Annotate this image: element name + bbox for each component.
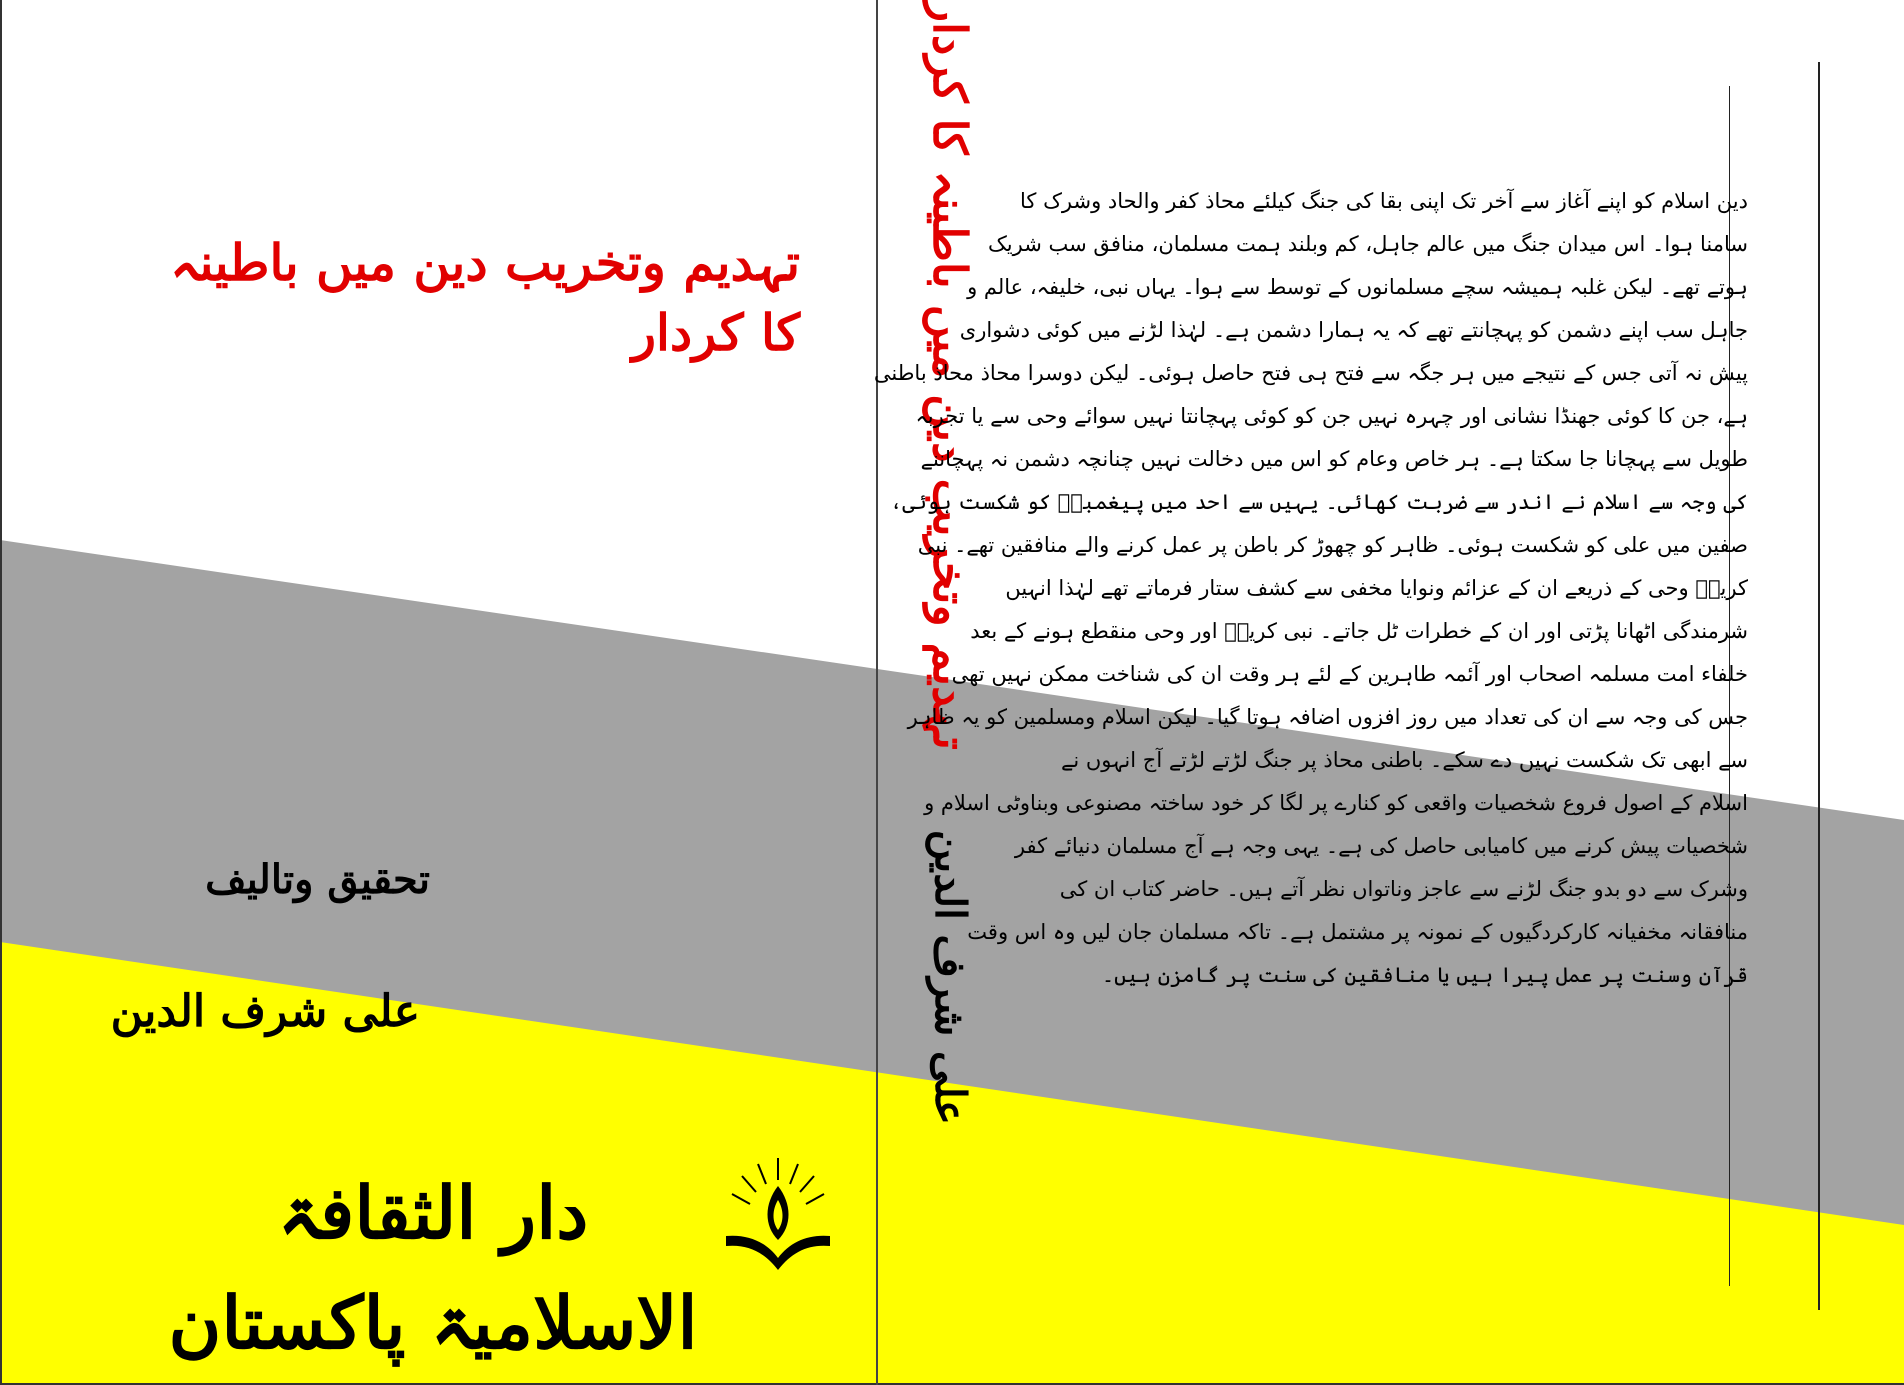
back-cover-text-line: صفین میں علی کو شکست ہوئی۔ ظاہر کو چھوڑ کر باطن پر عمل کرنے والے منافقین تھے۔ نبی bbox=[917, 533, 1748, 557]
back-cover-text-line: ہے، جن کا کوئی جھنڈا نشانی اور چہرہ نہیں جن کو کوئی پہچانتا نہیں سوائے وحی سے یا تجربہ bbox=[915, 404, 1748, 428]
book-flame-emblem-icon bbox=[718, 1150, 838, 1280]
publisher-name: دار الثقافۃ الاسلامیۃ پاکستان bbox=[168, 1170, 698, 1365]
back-cover-text-line: خلفاء امت مسلمہ اصحاب اور آئمہ طاہرین کے لئے ہر وقت ان کی شناخت ممکن نہیں تھی bbox=[951, 662, 1748, 686]
back-cover-text-line: دین اسلام کو اپنے آغاز سے آخر تک اپنی بقا کی جنگ کیلئے محاذ کفر والحاد وشرک کا bbox=[1020, 189, 1748, 213]
front-cover-byline-label: تحقیق وتالیف bbox=[205, 856, 430, 903]
back-cover-text-line: قرآن وسنت پر عمل پیرا ہیں یا منافقین کی سنت پر گامزن ہیں۔ bbox=[1101, 963, 1748, 987]
back-cover-text-line: وشرک سے دو بدو جنگ لڑنے سے عاجز وناتواں نظر آتے ہیں۔ حاضر کتاب ان کی bbox=[1059, 877, 1748, 901]
back-cover-text-line: طویل سے پہچانا جا سکتا ہے۔ ہر خاص وعام کو اس میں دخالت نہیں چنانچہ دشمن نہ پہچاننے bbox=[920, 447, 1748, 471]
spine-fold-line bbox=[876, 0, 878, 1385]
back-cover-text-line: جس کی وجہ سے ان کی تعداد میں روز افزوں اضافہ ہوتا گیا۔ لیکن اسلام ومسلمین کو یہ ظاہر bbox=[907, 705, 1748, 729]
back-cover-text-line: شخصیات پیش کرنے میں کامیابی حاصل کی ہے۔ یہی وجہ ہے آج مسلمان دنیائے کفر bbox=[1014, 834, 1748, 858]
back-cover-text-line: شرمندگی اٹھانا پڑتی اور ان کے خطرات ٹل جاتے۔ نبی کریمؐ اور وحی منقطع ہونے کے بعد bbox=[970, 619, 1748, 643]
spine-title: تہدیم وتخریب دین میں باطینہ کا کردار bbox=[923, 0, 977, 750]
back-cover-text-line: کی وجہ سے اسلام نے اندر سے ضربت کھائی۔ یہیں سے احد میں پیغمبرؐ کو شکست ہوئی، bbox=[890, 490, 1748, 514]
back-cover-text-line: جاہل سب اپنے دشمن کو پہچانتے تھے کہ یہ ہمارا دشمن ہے۔ لہٰذا لڑنے میں کوئی دشواری bbox=[959, 318, 1748, 342]
back-cover-text-line: منافقانہ مخفیانہ کارکردگیوں کے نمونہ پر مشتمل ہے۔ تاکہ مسلمان جان لیں وہ اس وقت bbox=[967, 920, 1748, 944]
back-cover-text-line: اسلام کے اصول فروع شخصیات واقعی کو کنارے پر لگا کر خود ساختہ مصنوعی وبناوٹی اسلام و bbox=[924, 791, 1748, 815]
back-cover-text-line: سامنا ہوا۔ اس میدان جنگ میں عالم جاہل، کم وبلند ہمت مسلمان، منافق سب شریک bbox=[988, 232, 1748, 256]
front-cover-author: علی شرف الدین bbox=[110, 986, 420, 1037]
back-cover-text-line: ہوتے تھے۔ لیکن غلبہ ہمیشہ سچے مسلمانوں کے توسط سے ہوا۔ یہاں نبی، خلیفہ، عالم و bbox=[967, 275, 1748, 299]
back-cover-text-line: کریمؐ وحی کے ذریعے ان کے عزائم ونوایا مخفی سے کشف ستار فرماتے تھے لہٰذا انہیں bbox=[1005, 576, 1748, 600]
front-cover-title: تہدیم وتخریب دین میں باطینہ کا کردار bbox=[170, 233, 800, 362]
back-cover-text-line: سے ابھی تک شکست نہیں دے سکے۔ باطنی محاذ پر جنگ لڑتے لڑتے آج انہوں نے bbox=[1061, 748, 1748, 772]
publisher-logo bbox=[148, 1150, 838, 1365]
back-margin-rule-right bbox=[1818, 62, 1820, 1310]
back-cover-text-line: پیش نہ آتی جس کے نتیجے میں ہر جگہ سے فتح ہی فتح حاصل ہوئی۔ لیکن دوسرا محاذ محاذ باطنی bbox=[873, 361, 1748, 385]
spine-author: علی شرف الدین bbox=[926, 829, 975, 1125]
